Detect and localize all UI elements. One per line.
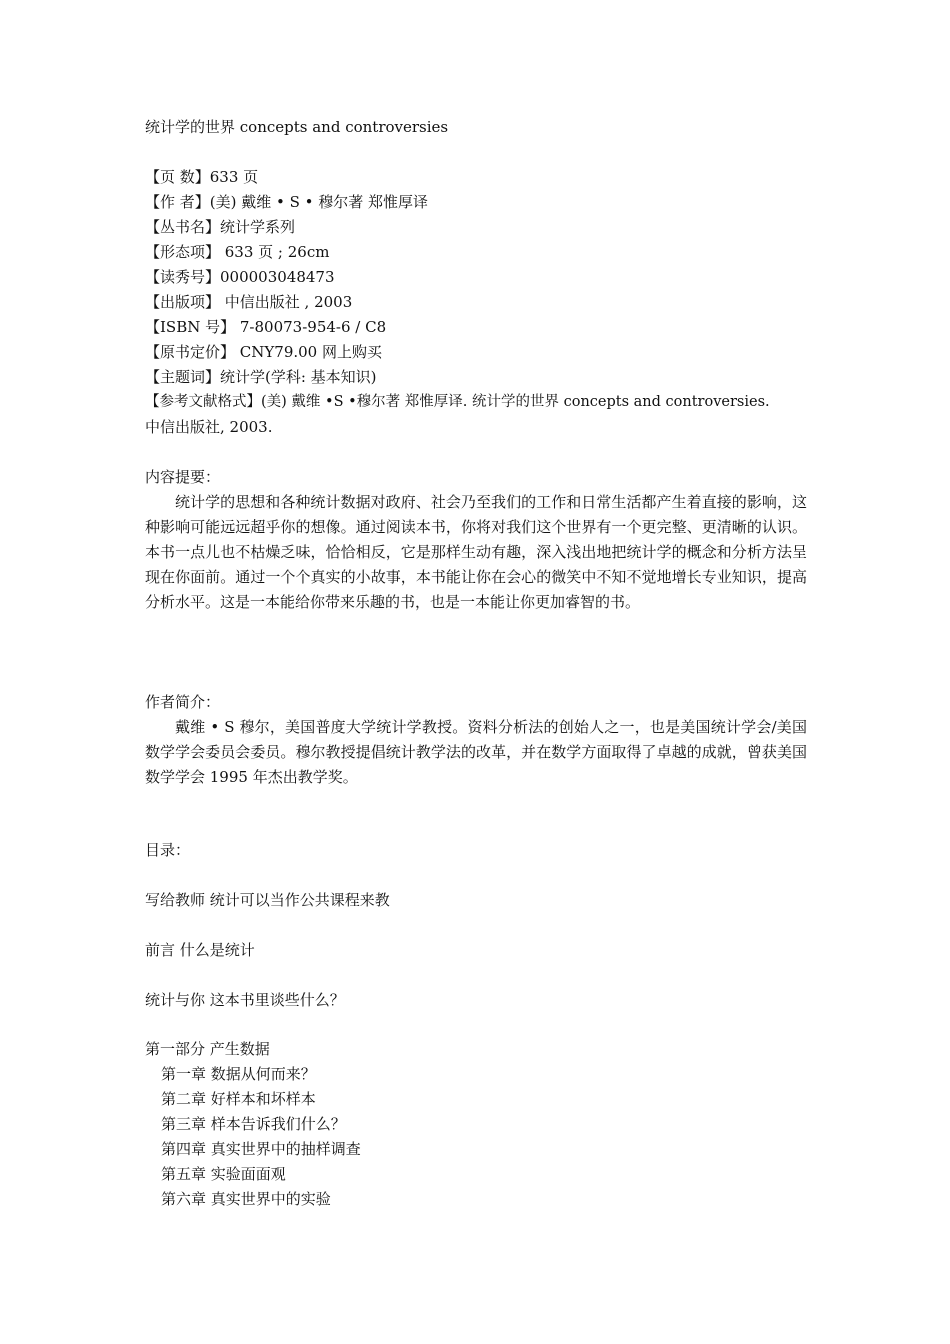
summary-heading: 内容提要： <box>145 468 221 486</box>
book-title: 统计学的世界 concepts and controversies <box>145 118 449 136</box>
toc-chapter: 第三章 样本告诉我们什么？ <box>161 1115 346 1133</box>
reference-line-1: 【参考文献格式】(美) 戴维 •S •穆尔著 郑惟厚译. 统计学的世界 concepts and controversies. <box>145 394 770 410</box>
toc-chapter: 第六章 真实世界中的实验 <box>161 1190 331 1208</box>
meta-publisher: 【出版项】 中信出版社 , 2003 <box>145 293 353 311</box>
author-intro-body: 戴维 • S 穆尔，美国普度大学统计学教授。资料分析法的创始人之一，也是美国统计学会/美国数学学会委员会委员。穆尔教授提倡统计教学法的改革，并在数学方面取得了卓越的成就，曾获美国数学学会 1995 年杰出教学奖。 <box>145 718 807 786</box>
summary-body: 统计学的思想和各种统计数据对政府、社会乃至我们的工作和日常生活都产生着直接的影响，这种影响可能远远超乎你的想像。通过阅读本书，你将对我们这个世界有一个更完整、更清晰的认识。 本书一点儿也不枯燥乏味，恰恰相反，它是那样生动有趣，深入浅出地把统计学的概念和分析方法呈现在你面前。通过一个个真实的小故事，本书能让你在会心的微笑中不知不觉地增长专业知识，提高分析水平。这是一本能给你带来乐趣的书，也是一本能让你更加睿智的书。 <box>145 493 807 611</box>
toc-chapter: 第二章 好样本和坏样本 <box>161 1090 316 1108</box>
meta-series: 【丛书名】统计学系列 <box>145 218 296 236</box>
toc-section-preface: 前言 什么是统计 <box>145 941 255 959</box>
toc-part-title: 第一部分 产生数据 <box>145 1040 270 1058</box>
toc-chapter: 第一章 数据从何而来？ <box>161 1065 316 1083</box>
toc-chapter: 第四章 真实世界中的抽样调查 <box>161 1140 361 1158</box>
meta-isbn: 【ISBN 号】 7-80073-954-6 / C8 <box>145 318 387 336</box>
meta-format: 【形态项】 633 页 ; 26cm <box>145 243 330 261</box>
meta-pages: 【页 数】633 页 <box>145 168 259 186</box>
toc-heading: 目录： <box>145 841 191 859</box>
toc-part-one <box>145 1037 807 1212</box>
reference-line-2: 中信出版社, 2003. <box>145 418 273 436</box>
author-intro-heading: 作者简介： <box>145 693 221 711</box>
meta-duxiu-id: 【读秀号】000003048473 <box>145 268 335 286</box>
book-metadata <box>145 165 807 440</box>
meta-price: 【原书定价】 CNY79.00 网上购买 <box>145 343 382 361</box>
toc-chapter: 第五章 实验面面观 <box>161 1165 286 1183</box>
toc-section-teachers: 写给教师 统计可以当作公共课程来教 <box>145 891 390 909</box>
toc-section-statistics-and-you: 统计与你 这本书里谈些什么？ <box>145 991 345 1009</box>
meta-author: 【作 者】(美) 戴维 • S • 穆尔著 郑惟厚译 <box>145 193 429 211</box>
meta-subject: 【主题词】统计学(学科: 基本知识) <box>145 368 377 386</box>
